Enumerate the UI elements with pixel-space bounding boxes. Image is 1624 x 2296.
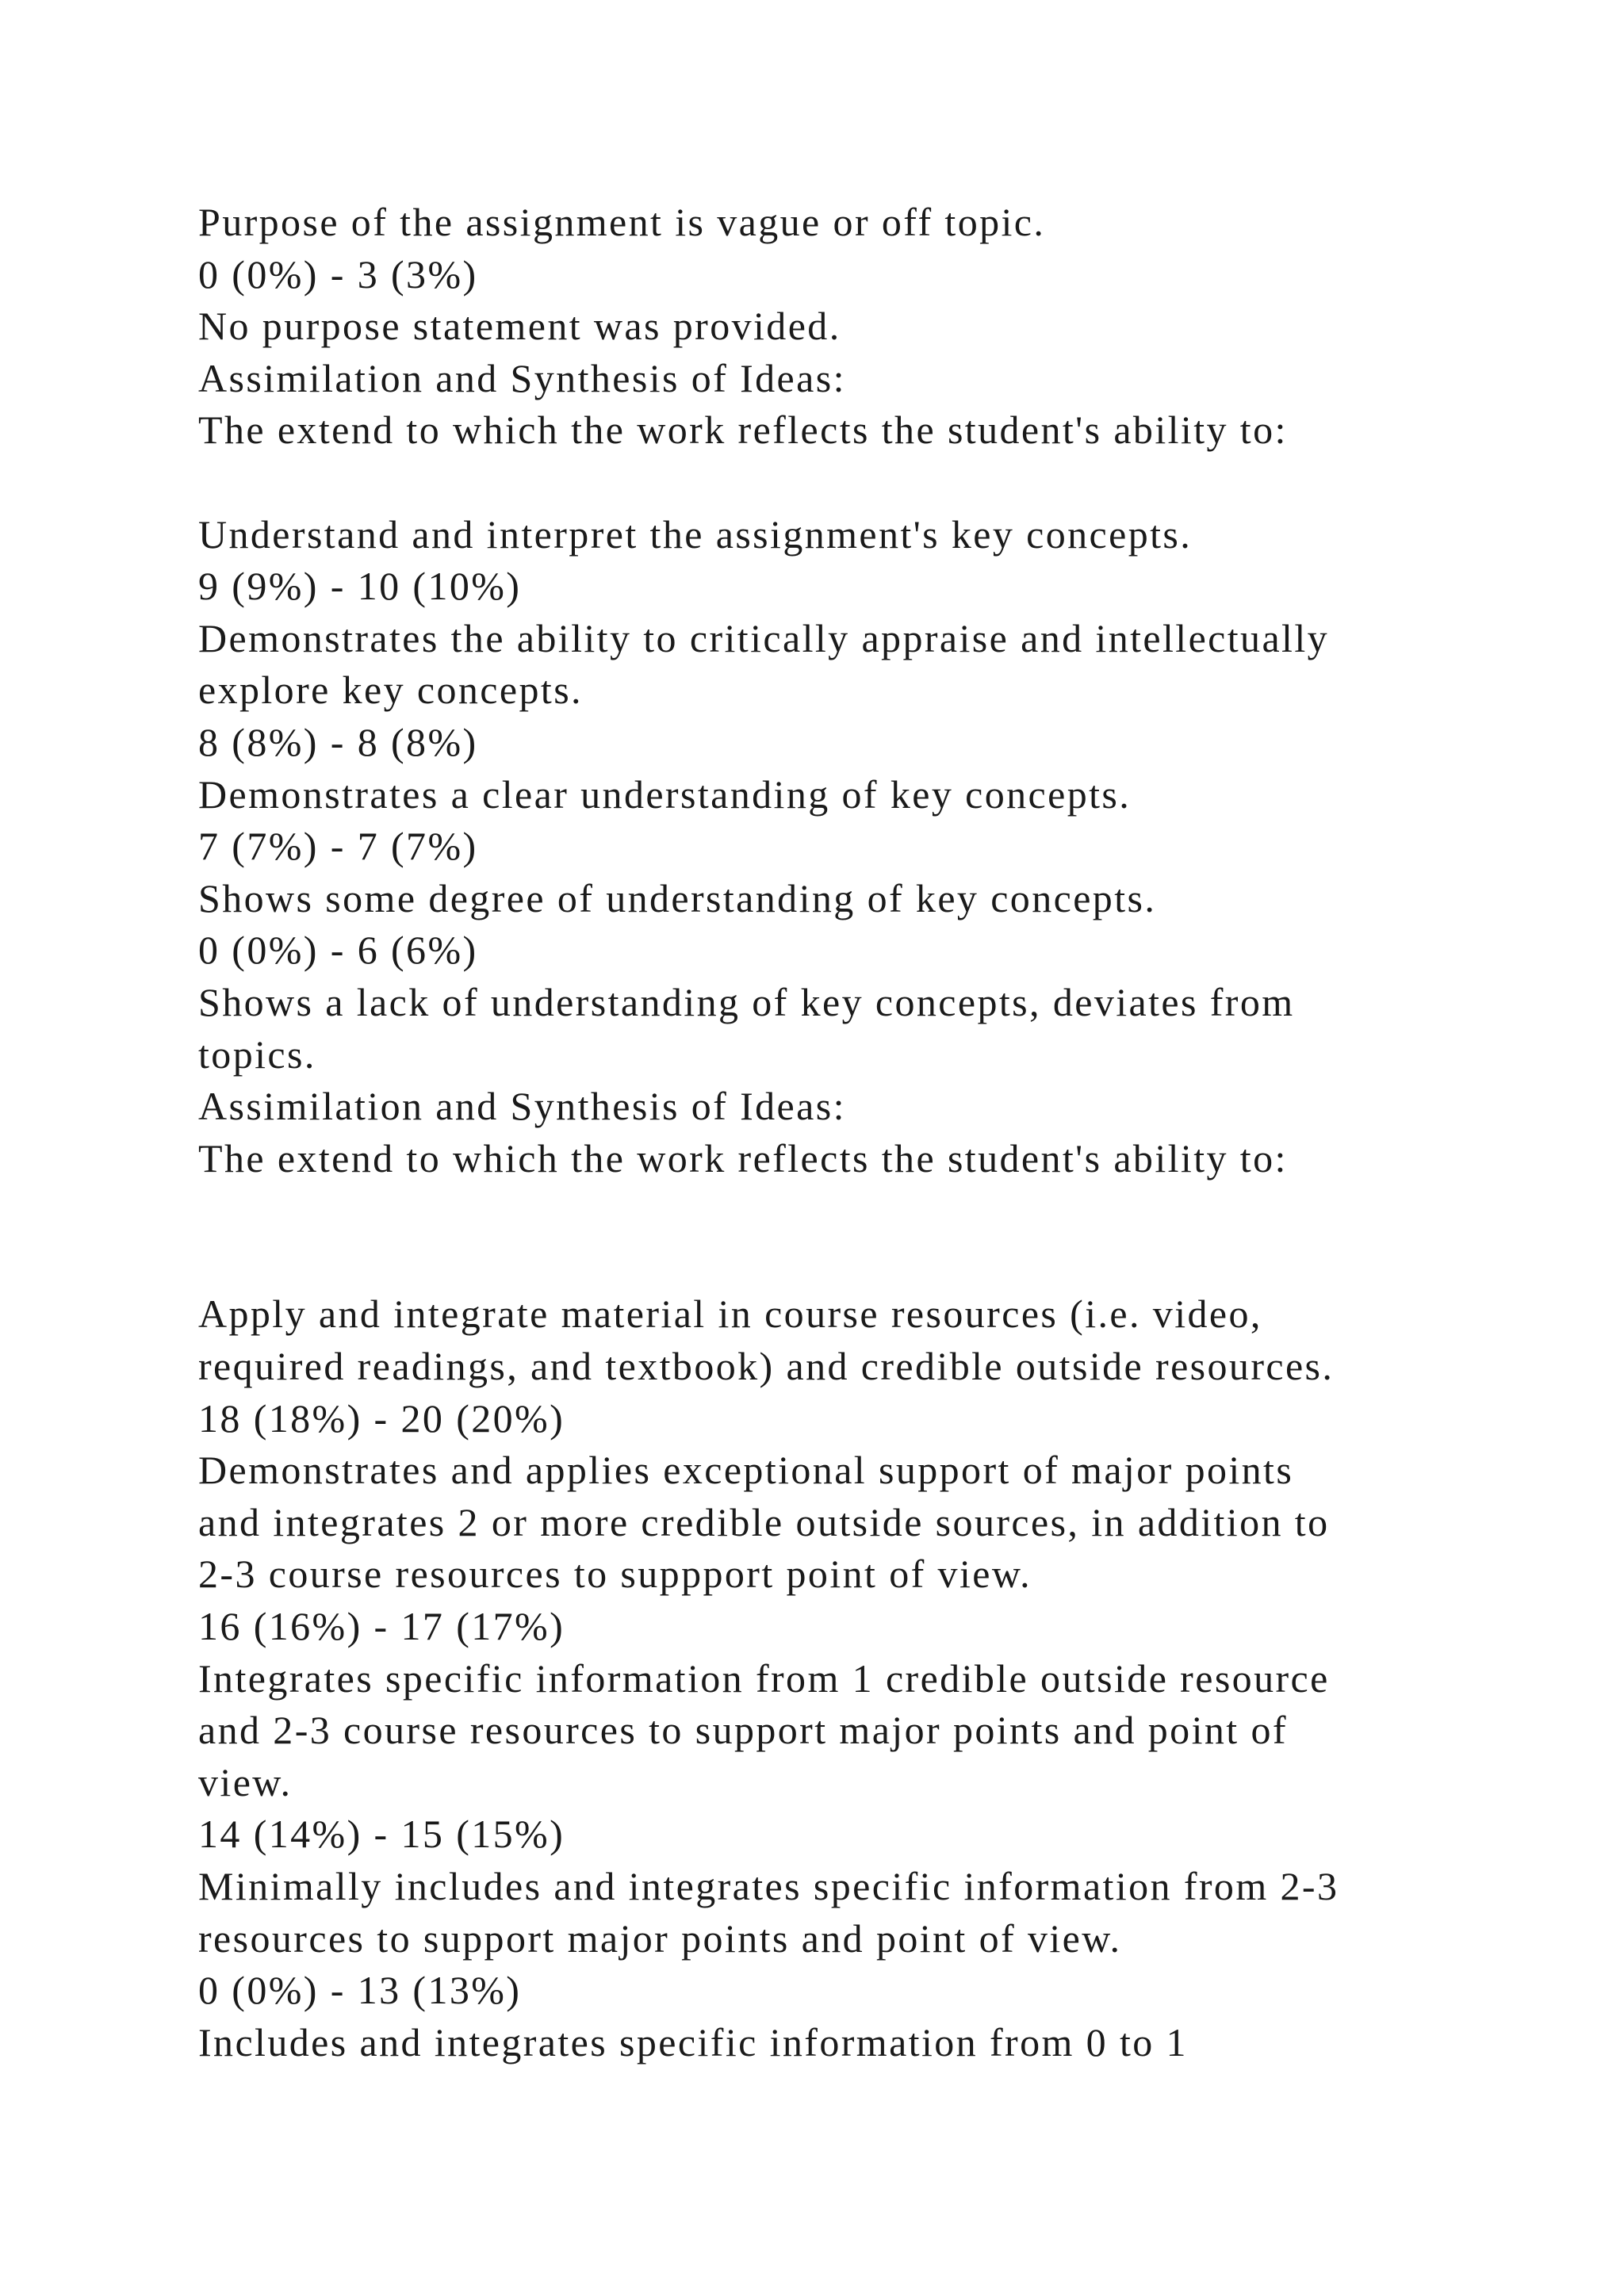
text-line: required readings, and textbook) and credible outside resources. [198, 1344, 1335, 1389]
text-line: and 2-3 course resources to support major points and point of [198, 1708, 1288, 1753]
score-range: 9 (9%) - 10 (10%) [198, 564, 522, 609]
text-line: The extend to which the work reflects the student's ability to: [198, 408, 1288, 453]
text-line: Purpose of the assignment is vague or off topic. [198, 200, 1046, 244]
section-heading: Assimilation and Synthesis of Ideas: [198, 355, 846, 400]
text-line: 0 (0%) - 3 (3%) [198, 251, 478, 297]
text-line: topics. [198, 1031, 316, 1077]
text-line: Understand and interpret the assignment's key concepts. [198, 511, 1193, 557]
score-range: 18 (18%) - 20 (20%) [198, 1395, 565, 1441]
score-range: 7 (7%) - 7 (7%) [198, 824, 478, 869]
text-line: 2-3 course resources to suppport point of view. [198, 1552, 1032, 1597]
text-line: Shows some degree of understanding of key concepts. [198, 875, 1157, 920]
text-line: Demonstrates and applies exceptional support of major points [198, 1448, 1294, 1493]
score-range: 16 (16%) - 17 (17%) [198, 1604, 565, 1649]
text-line: Includes and integrates specific information from 0 to 1 [198, 2019, 1188, 2064]
blank-line [198, 457, 1546, 509]
rubric-text-block [198, 197, 1546, 2068]
text-line: view. [198, 1759, 293, 1804]
text-line: Shows a lack of understanding of key concepts, deviates from [198, 979, 1295, 1024]
score-range: 8 (8%) - 8 (8%) [198, 719, 478, 764]
text-line: The extend to which the work reflects the student's ability to: [198, 1135, 1288, 1181]
text-line: Apply and integrate material in course resources (i.e. video, [198, 1292, 1262, 1337]
text-line: resources to support major points and point of view. [198, 1915, 1122, 1961]
section-heading: Assimilation and Synthesis of Ideas: [198, 1084, 846, 1129]
text-line: No purpose statement was provided. [198, 304, 841, 349]
text-line: Demonstrates the ability to critically appraise and intellectually [198, 615, 1330, 660]
score-range: 0 (0%) - 6 (6%) [198, 928, 478, 973]
score-range: 14 (14%) - 15 (15%) [198, 1812, 565, 1857]
text-line: Integrates specific information from 1 credible outside resource [198, 1655, 1330, 1701]
text-line: and integrates 2 or more credible outside sources, in addition to [198, 1499, 1330, 1544]
text-line: Minimally includes and integrates specific information from 2-3 [198, 1864, 1339, 1908]
text-line: Demonstrates a clear understanding of key concepts. [198, 771, 1132, 817]
blank-line [198, 1237, 1546, 1289]
text-line: explore key concepts. [198, 668, 583, 713]
score-range: 0 (0%) - 13 (13%) [198, 1968, 522, 2013]
blank-line [198, 1184, 1546, 1237]
